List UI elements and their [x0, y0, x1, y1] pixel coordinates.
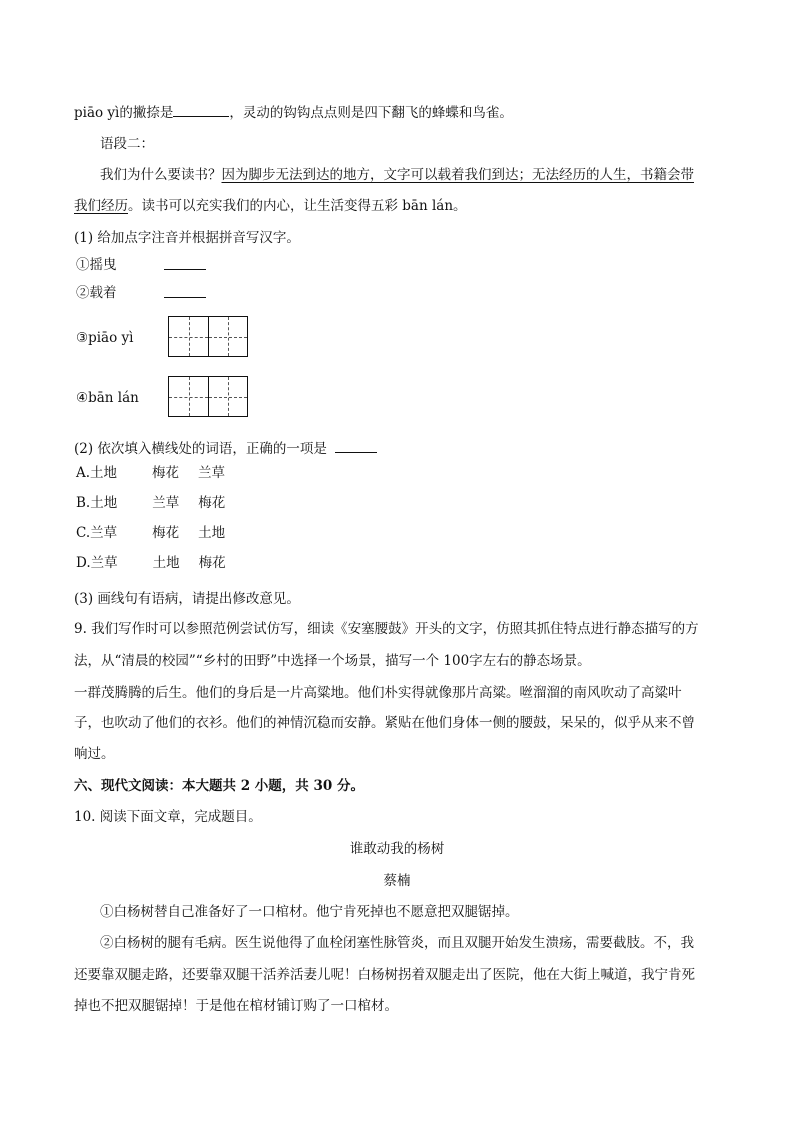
passage2-line1 [100, 166, 694, 184]
q2-option-a[interactable] [76, 464, 225, 482]
option-word: 土地 [90, 495, 118, 511]
article-paragraph-1: ①白杨树替自己准备好了一口棺材。他宁肯死掉也不愿意把双腿锯掉。 [100, 904, 519, 920]
underlined-sentence: 我们经历 [74, 198, 128, 214]
question-2-text: (2) 依次填入横线处的词语，正确的一项是 [74, 441, 327, 457]
question-2-title [74, 439, 377, 458]
q2-option-c[interactable] [76, 524, 225, 542]
passage1-tail [74, 103, 513, 122]
option-word: 梅花 [198, 495, 226, 511]
option-letter: C. [76, 525, 91, 541]
question-9-excerpt-line1: 一群茂腾腾的后生。他们的身后是一片高粱地。他们朴实得就像那片高粱。咝溜溜的南风吹动了高粱叶 [74, 685, 682, 701]
option-word: 兰草 [90, 555, 118, 571]
option-word: 土地 [90, 465, 118, 481]
character-box[interactable] [169, 377, 208, 416]
section-6-heading: 六、现代文阅读：本大题共 2 小题，共 30 分。 [74, 778, 364, 794]
passage2-text: 我们为什么要读书？ [100, 167, 222, 183]
option-word: 土地 [152, 555, 180, 571]
article-author: 蔡楠 [383, 873, 411, 889]
character-box[interactable] [169, 317, 208, 356]
q1-item-1-label: ①摇曳 [76, 257, 117, 273]
question-9-line1: 9. 我们写作时可以参照范例尝试仿写，细读《安塞腰鼓》开头的文字，仿照其抓住特点进行静态描写的方 [74, 621, 699, 637]
option-word: 兰草 [90, 525, 118, 541]
passage2-text: 。读书可以充实我们的内心，让生活变得五彩 bān lán。 [128, 198, 467, 214]
passage1-text: ，灵动的钩钩点点则是四下翻飞的蜂蝶和鸟雀。 [229, 105, 513, 121]
option-word: 梅花 [198, 555, 226, 571]
q2-option-b[interactable] [76, 494, 225, 512]
q1-item-2-label: ②载着 [76, 285, 117, 301]
q2-option-d[interactable] [76, 554, 226, 572]
q1-item-3-label: ③piāo yì [76, 330, 134, 346]
character-box[interactable] [208, 317, 247, 356]
question-1-title: (1) 给加点字注音并根据拼音写汉字。 [74, 230, 300, 246]
question-9-excerpt-line3: 响过。 [74, 746, 115, 762]
option-word: 土地 [198, 525, 226, 541]
passage2-line2 [74, 197, 467, 215]
article-paragraph-2-line2: 还要靠双腿走路，还要靠双腿干活养活妻儿呢！白杨树拐着双腿走出了医院，他在大街上喊道，我宁肯死 [74, 967, 695, 983]
option-letter: D. [76, 555, 91, 571]
q1-item-2-answer-blank[interactable] [164, 284, 206, 298]
option-word: 兰草 [198, 465, 226, 481]
passage1-text: piāo yì的撇捺是 [74, 105, 174, 121]
q1-item-3-character-grid[interactable] [168, 316, 248, 357]
option-word: 兰草 [152, 495, 180, 511]
q1-item-4-label: ④bān lán [76, 390, 139, 406]
option-letter: B. [76, 495, 91, 511]
q1-item-1-answer-blank[interactable] [164, 256, 206, 270]
passage2-heading: 语段二： [100, 136, 154, 152]
question-10-intro: 10. 阅读下面文章，完成题目。 [74, 809, 262, 825]
article-title: 谁敢动我的杨树 [349, 841, 445, 857]
article-paragraph-2-line1: ②白杨树的腿有毛病。医生说他得了血栓闭塞性脉管炎，而且双腿开始发生溃疡，需要截肢。不，我 [100, 935, 694, 951]
underlined-sentence: 因为脚步无法到达的地方，文字可以载着我们到达；无法经历的人生，书籍会带 [221, 167, 694, 183]
fill-blank[interactable] [173, 103, 229, 117]
question-9-line2: 法，从“清晨的校园”“乡村的田野”中选择一个场景，描写一个 100字左右的静态场景。 [74, 653, 591, 669]
q1-item-4-character-grid[interactable] [168, 376, 248, 417]
option-word: 梅花 [152, 465, 180, 481]
question-3-title: (3) 画线句有语病，请提出修改意见。 [74, 591, 300, 607]
character-box[interactable] [208, 377, 247, 416]
option-word: 梅花 [152, 525, 180, 541]
answer-blank[interactable] [335, 439, 377, 453]
article-paragraph-2-line3: 掉也不把双腿锯掉！于是他在棺材铺订购了一口棺材。 [74, 998, 398, 1014]
question-9-excerpt-line2: 子，也吹动了他们的衣衫。他们的神情沉稳而安静。紧贴在他们身体一侧的腰鼓，呆呆的，似乎从来不曾 [74, 715, 695, 731]
option-letter: A. [76, 465, 91, 481]
